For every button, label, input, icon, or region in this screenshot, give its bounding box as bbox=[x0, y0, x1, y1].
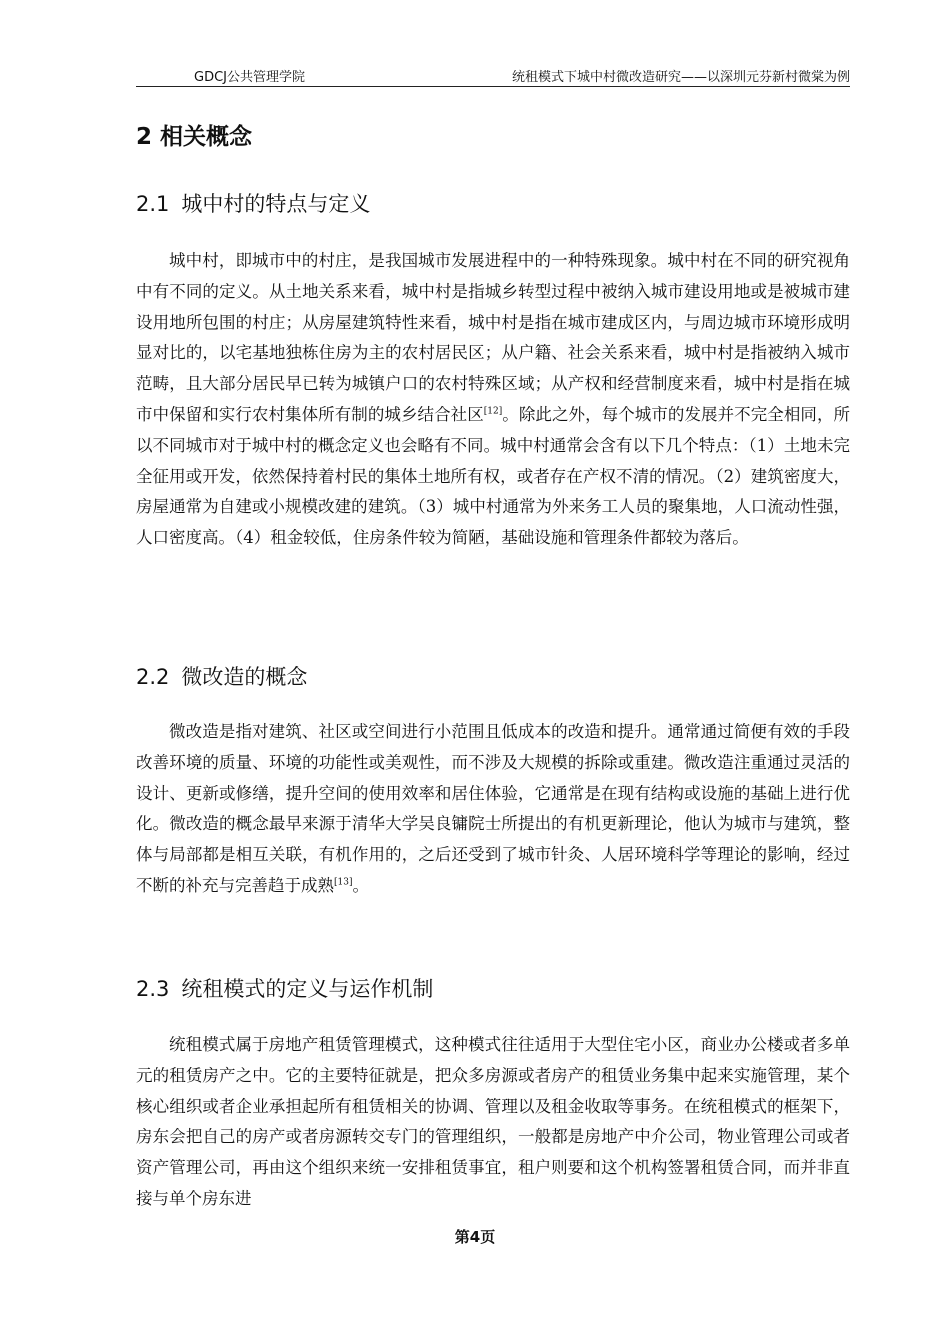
paragraph-text: 。 bbox=[352, 875, 369, 895]
header-institution: GDCJ公共管理学院 bbox=[194, 70, 305, 85]
section-heading-2-2 bbox=[136, 661, 307, 691]
section-number: 2.3 bbox=[136, 977, 170, 1001]
page-header bbox=[136, 64, 850, 87]
paragraph-text: 统租模式属于房地产租赁管理模式，这种模式往往适用于大型住宅小区，商业办公楼或者多单元的租赁房产之中。它的主要特征就是，把众多房源或者房产的租赁业务集中起来实施管理，某个核心组织或者企业承担起所有租赁相关的协调、管理以及租金收取等事务。在统租模式的框架下，房东会把自己的房产或者房源转交专门的管理组织，一般都是房地产中介公司，物业管理公司或者资产管理公司，再由这个组织来统一安排租赁事宜，租户则要和这个机构签署租赁合同，而并非直接与单个房东进 bbox=[136, 1035, 850, 1208]
section-title: 统租模式的定义与运作机制 bbox=[181, 977, 434, 1001]
section-paragraph-2-3 bbox=[136, 1030, 850, 1215]
page-number: 第4页 bbox=[454, 1228, 496, 1246]
citation: [12] bbox=[483, 406, 503, 417]
section-title: 城中村的特点与定义 bbox=[181, 192, 371, 216]
section-number: 2.1 bbox=[136, 192, 170, 216]
section-heading-2-1 bbox=[136, 188, 370, 218]
section-paragraph-2-1 bbox=[136, 246, 850, 554]
section-number: 2.2 bbox=[136, 665, 170, 689]
paragraph-text: 城中村，即城市中的村庄，是我国城市发展进程中的一种特殊现象。城中村在不同的研究视角中有不同的定义。从土地关系来看，城中村是指城乡转型过程中被纳入城市建设用地或是被城市建设用地所包围的村庄；从房屋建筑特性来看，城中村是指在城市建成区内，与周边城市环境形成明显对比的，以宅基地独栋住房为主的农村居民区；从户籍、社会关系来看，城中村是指被纳入城市范畴，且大部分居民早已转为城镇户口的农村特殊区域；从产权和经营制度来看，城中村是指在城市中保留和实行农村集体所有制的城乡结合社区 bbox=[136, 251, 850, 424]
citation: [13] bbox=[334, 877, 353, 888]
section-heading-2-3 bbox=[136, 973, 433, 1003]
header-thesis-title: 统租模式下城中村微改造研究——以深圳元芬新村微棠为例 bbox=[511, 70, 850, 85]
paragraph-text: 。除此之外，每个城市的发展并不完全相同，所以不同城市对于城中村的概念定义也会略有不同。城中村通常会含有以下几个特点：（1）土地未完全征用或开发，依然保持着村民的集体土地所有权，或者存在产权不清的情况。（2）建筑密度大，房屋通常为自建或小规模改建的建筑。（3）城中村通常为外来务工人员的聚集地，人口流动性强，人口密度高。（4）租金较低，住房条件较为简陋，基础设施和管理条件都较为落后。 bbox=[136, 404, 851, 548]
section-title: 微改造的概念 bbox=[181, 665, 308, 689]
section-paragraph-2-2 bbox=[136, 717, 850, 902]
chapter-title: 2 相关概念 bbox=[136, 124, 253, 150]
paragraph-text: 微改造是指对建筑、社区或空间进行小范围且低成本的改造和提升。通常通过简便有效的手段改善环境的质量、环境的功能性或美观性，而不涉及大规模的拆除或重建。微改造注重通过灵活的设计、更新或修缮，提升空间的使用效率和居住体验，它通常是在现有结构或设施的基础上进行优化。微改造的概念最早来源于清华大学吴良镛院士所提出的有机更新理论，他认为城市与建筑，整体与局部都是相互关联，有机作用的，之后还受到了城市针灸、人居环境科学等理论的影响，经过不断的补充与完善趋于成熟 bbox=[136, 722, 850, 895]
